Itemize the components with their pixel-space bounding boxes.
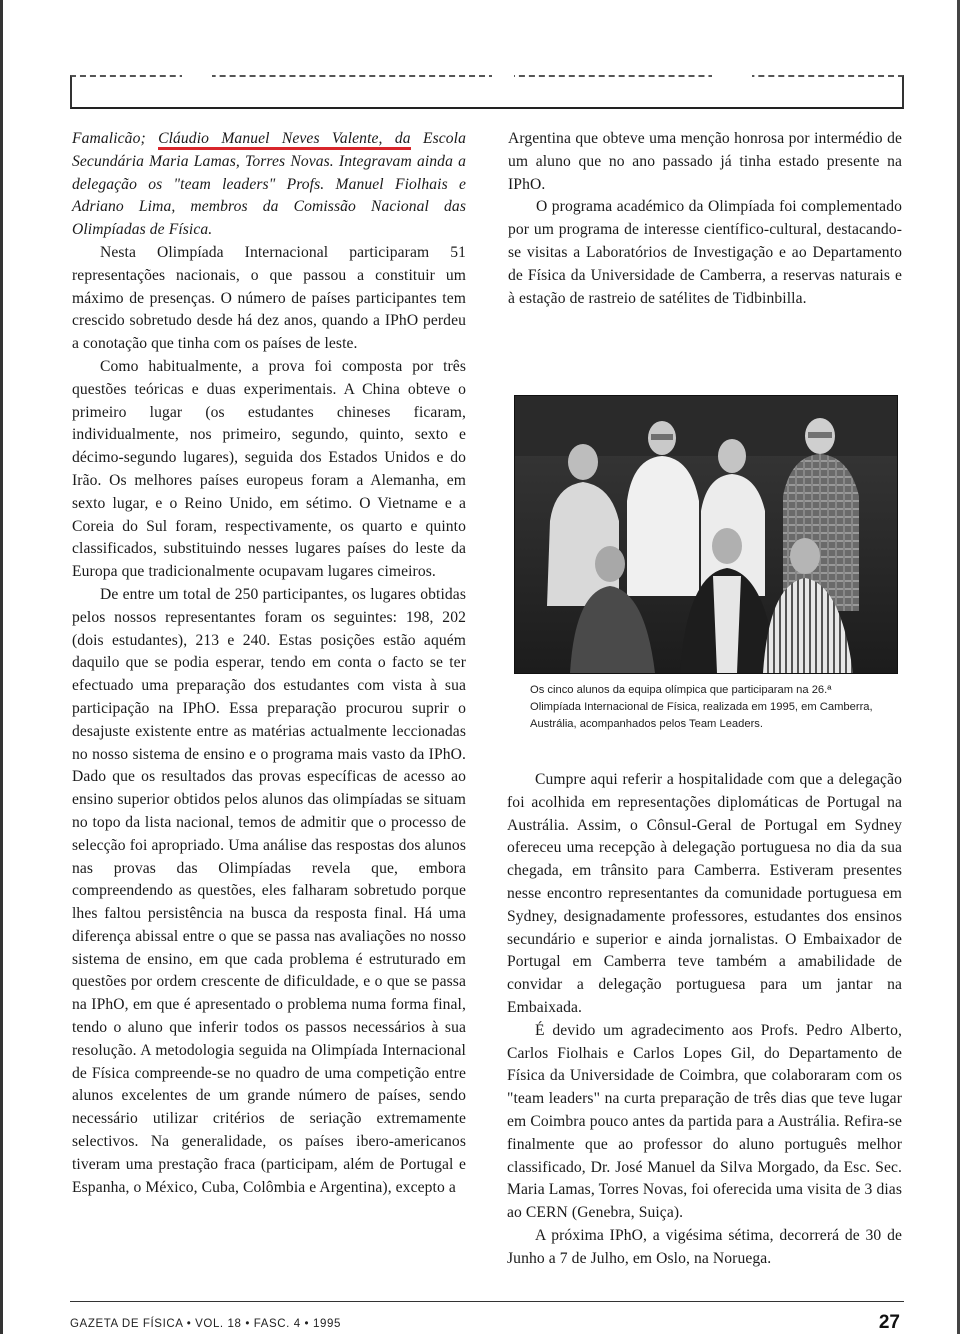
- right-column-lower: [507, 769, 902, 1271]
- team-photo: [514, 395, 898, 674]
- team-photo-illustration: [515, 396, 897, 673]
- paragraph-hospitality: Cumpre aqui referir a hospitalidade com que a delegação foi acolhida em representações diplomáticas de Portugal na Austrália. Assim, o Cônsul-Geral de Portugal em Sydney ofereceu uma recepção à delegação portuguesa no dia da sua chegada, em trânsito para Camberra. Estiveram presentes nesse encontro representantes da comunidade portuguesa em Sydney, designadamente professores, estudantes dos ensinos secundário e superior e ainda jornalistas. O Embaixador de Portugal em Camberra teve também a amabilidade de convidar a delegação portuguesa para um jantar na Embaixada.: [507, 771, 902, 1016]
- left-column: [72, 128, 466, 1199]
- paragraph-acknowledgement: É devido um agradecimento aos Profs. Pedro Alberto, Carlos Fiolhais e Carlos Lopes Gil, do Departamento de Física da Universidade de Coimbra, que colaboraram com os "team leaders" na curta preparação de três dias que teve lugar em Coimbra pouco antes da partida para a Austrália. Refira-se finalmente que ao professor do aluno português melhor classificado, Dr. José Manuel da Silva Morgado, da Esc. Sec. Maria Lamas, Torres Novas, foi oferecida uma visita de 3 dias ao CERN (Genebra, Suiça).: [507, 1021, 902, 1222]
- header-frame: [70, 75, 904, 109]
- intro-text-b: Escola Secundária Maria Lamas, Torres Novas. Integravam ainda a delegação os "team leaders" Profs. Manuel Fiolhais e Adriano Lima, membros da Comissão Nacional das Olimpíadas de Física.: [72, 130, 466, 239]
- journal-citation: GAZETA DE FÍSICA • VOL. 18 • FASC. 4 • 1995: [70, 1318, 341, 1330]
- intro-paragraph: [72, 128, 466, 242]
- paragraph-results: Como habitualmente, a prova foi composta por três questões teóricas e duas experimentais. A China obteve o primeiro lugar (os estudantes chineses ficaram, individualmente, nos primeiro, segundo, quinto, sexto e décimo-segundo lugares), seguida dos Estados Unidos e do Irão. Os melhores países europeus foram a Alemanha, em sexto lugar, e o Reino Unido, em sétimo. O Vietname e a Coreia do Sul foram, respectivamente, os quarto e quinto classificados, substituindo nesses lugares países do leste da Europa que tradicionalmente ocupavam lugares cimeiros.: [72, 357, 466, 581]
- paragraph-next-ipho: A próxima IPhO, a vigésima sétima, decorrerá de 30 de Junho a 7 de Julho, em Oslo, na Noruega.: [507, 1226, 902, 1267]
- intro-text-a: Famalicão;: [72, 130, 159, 147]
- paragraph-program: O programa académico da Olimpíada foi complementado por um programa de interesse científico-cultural, destacando-se visitas a Laboratórios de Investigação e ao Departamento de Física da Universidade de Camberra, a reservas naturais e à estação de rastreio de satélites de Tidbinbilla.: [508, 198, 902, 307]
- underlined-name: Cláudio Manuel Neves Valente, da: [158, 130, 411, 150]
- paragraph-portuguese-results: De entre um total de 250 participantes, os lugares obtidas pelos nossos representantes foram os seguintes: 198, 202 (dois estudantes), 213 e 240. Estas posições estão aquém daquilo que se podia esperar, tendo em conta o facto se ter efectuado uma preparação dos estudantes com vista à sua participação na IPhO. Essa preparação procurou suprir o desajuste existente entre as matérias actualmente leccionadas no nosso sistema de ensino e o programa mais vasto da IPhO. Dado que os resultados das provas específicas de acesso ao ensino superior obtidos pelos alunos das olimpíadas se situam no topo da lista nacional, temos de admitir que o processo de selecção foi apropriado. Uma análise das respostas dos alunos nas provas das Olimpíadas revela que, embora compreendendo as questões, eles falharam sobretudo porque lhes faltou persistência na busca da resposta final. Há uma diferença abissal entre o que se passa nas avaliações no nosso sistema de ensino, em que cada problema é estruturado em questões por ordem crescente de dificuldade, e o que se passa na IPhO, em que é apresentado o problema numa forma final, tendo o aluno que inferir todos os passos necessários à sua resolução. A metodologia seguida na Olimpíada Internacional de Física compreende-se no quadro de uma competição entre alunos excelentes de um grande número de países, sendo necessário utilizar critérios de seriação extremamente selectivos. Na generalidade, os países ibero-americanos tiveram uma prestação fraca (participam, além de Portugal e Espanha, o México, Cuba, Colômbia e Argentina), excepto a: [72, 585, 466, 1196]
- paragraph-participation: Nesta Olimpíada Internacional participaram 51 representações nacionais, o que passou a constituir um máximo de presenças. O número de países participantes tem crescido sobretudo desde há dez anos, quando a IPhO perdeu a conotação que tinha com os países de leste.: [72, 243, 466, 353]
- paragraph-argentina: Argentina que obteve uma menção honrosa por intermédio de um aluno que no ano passado já tinha estado presente na IPhO.: [508, 130, 902, 193]
- right-column-upper: [508, 128, 902, 310]
- page-number: 27: [878, 1312, 900, 1333]
- scan-edge-left: [0, 0, 3, 1334]
- photo-caption: Os cinco alunos da equipa olímpica que participaram na 26.ª Olimpíada Internacional de Física, realizada em 1995, em Camberra, Austrália, acompanhados pelos Team Leaders.: [530, 684, 873, 730]
- footer-divider: [70, 1301, 904, 1302]
